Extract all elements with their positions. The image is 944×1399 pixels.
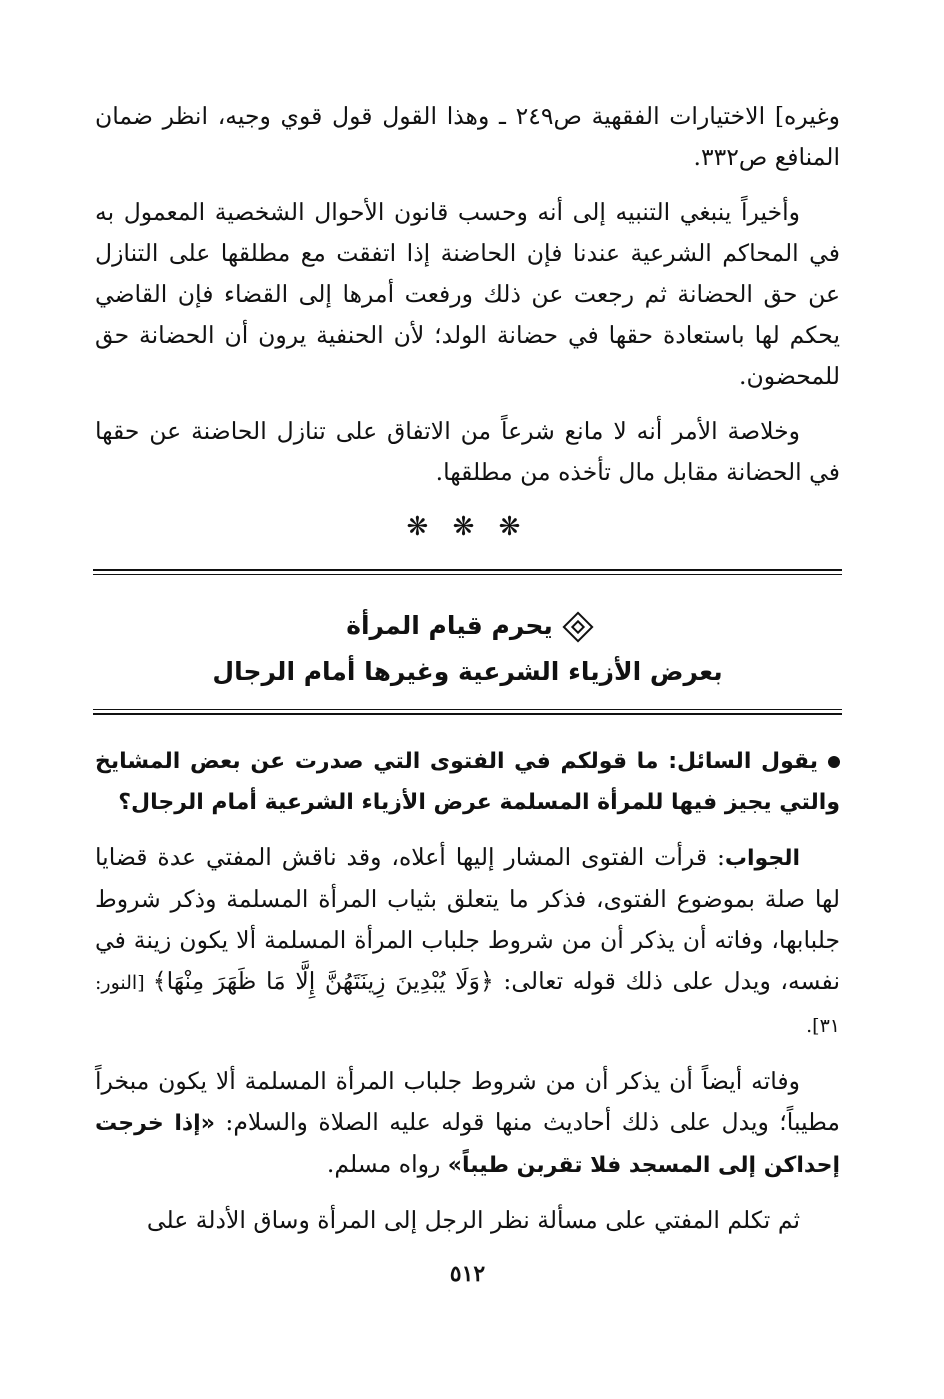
section-title-line-1-text: يحرم قيام المرأة [346,611,553,640]
answer-label: الجواب [724,846,800,871]
diamond-icon [562,611,593,642]
section-title [95,583,840,709]
quran-reference: [النور: ٣١]. [95,972,840,1037]
last-paragraph: ثم تكلم المفتي على مسألة نظر الرجل إلى المرأة وساق الأدلة على [146,1206,800,1234]
answer-text: : قرأت الفتوى المشار إليها أعلاه، وقد ناقش المفتي عدة قضايا لها صلة بموضوع الفتوى، فذكر ما يتعلق بثياب المرأة المسلمة وذكر شروط جلبابها، وفاته أن يذكر أن من شروط جلباب المرأة المسلمة ألا يكون زينة في نفسه، ويدل على ذلك قوله تعالى: [95,843,840,995]
title-top-rule [93,569,842,575]
quran-verse: ﴿وَلَا يُبْدِينَ زِينَتَهُنَّ إِلَّا مَا ظَهَرَ مِنْهَا﴾ [152,967,494,995]
hadith-quote: «إذا خرجت إحداكن إلى المسجد فلا تقربن طيباً» [95,1111,840,1178]
hadith-intro-text: وفاته أيضاً أن يذكر أن من شروط جلباب المرأة المسلمة ألا يكون مبخراً مطيباً؛ ويدل على ذلك أحاديث منها قوله عليه الصلاة والسلام: [95,1067,840,1136]
question-text: يقول السائل: ما قولكم في الفتوى التي صدرت عن بعض المشايخ والتي يجيز فيها للمرأة المسلمة عرض الأزياء الشرعية أمام الرجال؟ [95,749,840,815]
hadith-source: رواه مسلم. [326,1150,448,1178]
question-paragraph [95,741,840,823]
section-title-line-1 [95,603,840,649]
section-title-line-2: بعرض الأزياء الشرعية وغيرها أمام الرجال [212,657,723,686]
section-title-box [95,569,840,715]
paragraph-2: وأخيراً ينبغي التنبيه إلى أنه وحسب قانون الأحوال الشخصية المعمول به في المحاكم الشرعية عندنا فإن الحاضنة إذا اتفقت مع مطلقها على التنازل عن حق الحضانة ثم رجعت عن ذلك ورفعت أمرها إلى القضاء فإن القاضي يحكم لها باستعادة حقها في حضانة الولد؛ لأن الحنفية يرون أن الحضانة حق للمحضون. [95,198,840,390]
section-separator: ❋ ❋ ❋ [406,512,529,542]
answer-paragraph [95,837,840,1047]
bullet-icon [828,756,840,768]
paragraph-3: وخلاصة الأمر أنه لا مانع شرعاً من الاتفاق على تنازل الحاضنة عن حقها في الحضانة مقابل مال تأخذه من مطلقها. [95,417,840,486]
paragraph-1: وغيره] الاختيارات الفقهية ص٢٤٩ ـ وهذا القول قول قوي وجيه، انظر ضمان المنافع ص٣٣٢. [95,102,840,171]
book-page [95,96,840,1289]
page-number: ٥١٢ [449,1261,486,1287]
title-bottom-rule [93,709,842,715]
hadith-paragraph [95,1061,840,1186]
